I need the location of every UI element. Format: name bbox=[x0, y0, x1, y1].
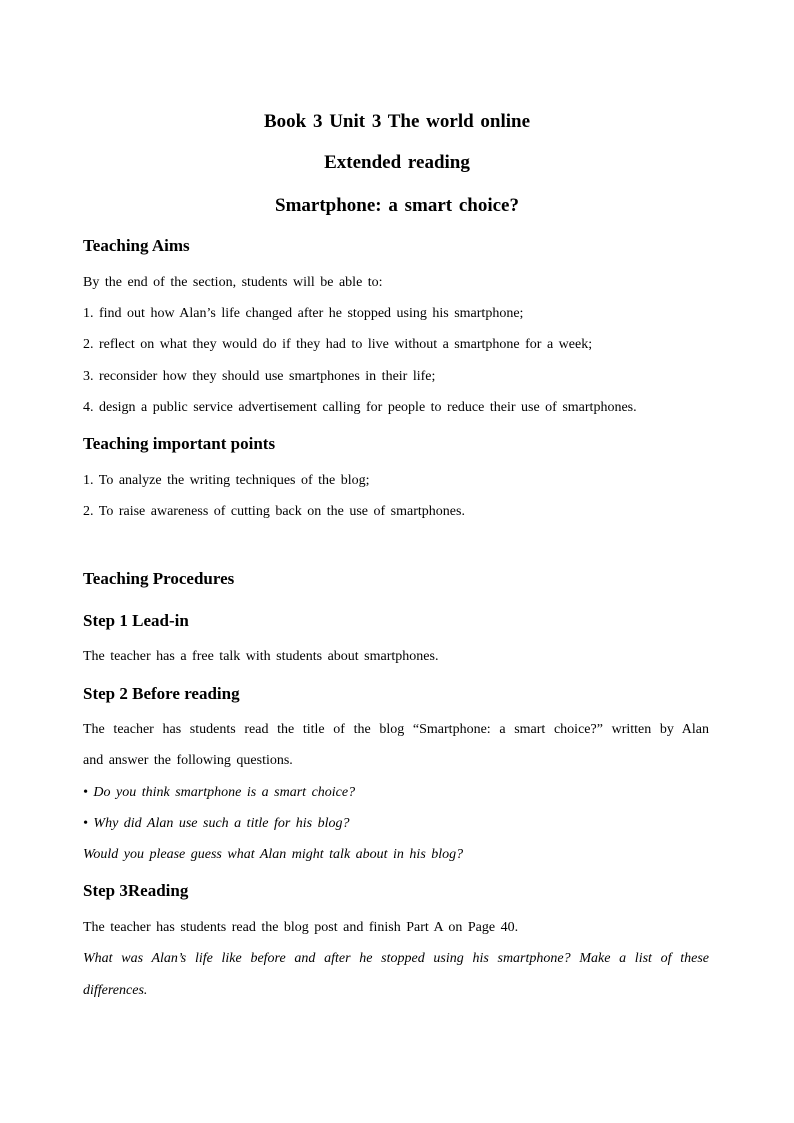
important-point-item: 1. To analyze the writing techniques of the blog; bbox=[83, 473, 370, 488]
section-title: Extended reading bbox=[324, 152, 470, 173]
step2-bullet: • Why did Alan use such a title for his blog? bbox=[83, 816, 350, 831]
book-unit-title: Book 3 Unit 3 The world online bbox=[263, 111, 531, 132]
procedures-heading: Teaching Procedures bbox=[83, 569, 235, 588]
step1-text: The teacher has a free talk with students about smartphones. bbox=[83, 649, 439, 664]
teaching-aims-heading: Teaching Aims bbox=[83, 236, 190, 255]
step3-question-line2: differences. bbox=[83, 983, 148, 998]
important-point-item: 2. To raise awareness of cutting back on the use of smartphones. bbox=[83, 504, 465, 519]
teaching-aim-item: 2. reflect on what they would do if they had to live without a smartphone for a week; bbox=[83, 337, 593, 352]
important-points-heading: Teaching important points bbox=[83, 434, 276, 453]
teaching-aim-item: 1. find out how Alan’s life changed after he stopped using his smartphone; bbox=[83, 306, 524, 321]
step2-heading: Step 2 Before reading bbox=[83, 684, 240, 703]
teaching-aims-intro: By the end of the section, students will be able to: bbox=[83, 275, 383, 290]
step2-text-line2: and answer the following questions. bbox=[83, 753, 293, 768]
step2-text-line1: The teacher has students read the title of the blog “Smartphone: a smart choice?” written by Alan bbox=[83, 722, 709, 737]
teaching-aim-item: 4. design a public service advertisement calling for people to reduce their use of smartphones. bbox=[83, 400, 637, 415]
step3-text: The teacher has students read the blog post and finish Part A on Page 40. bbox=[83, 920, 519, 935]
step3-heading: Step 3Reading bbox=[83, 881, 189, 900]
step2-bullet: • Do you think smartphone is a smart choice? bbox=[83, 785, 356, 800]
lesson-title: Smartphone: a smart choice? bbox=[275, 195, 519, 216]
step1-heading: Step 1 Lead-in bbox=[83, 611, 189, 630]
step3-question-line1: What was Alan’s life like before and after he stopped using his smartphone? Make a list of these bbox=[83, 951, 709, 966]
teaching-aim-item: 3. reconsider how they should use smartphones in their life; bbox=[83, 369, 436, 384]
step2-question: Would you please guess what Alan might talk about in his blog? bbox=[83, 847, 464, 862]
